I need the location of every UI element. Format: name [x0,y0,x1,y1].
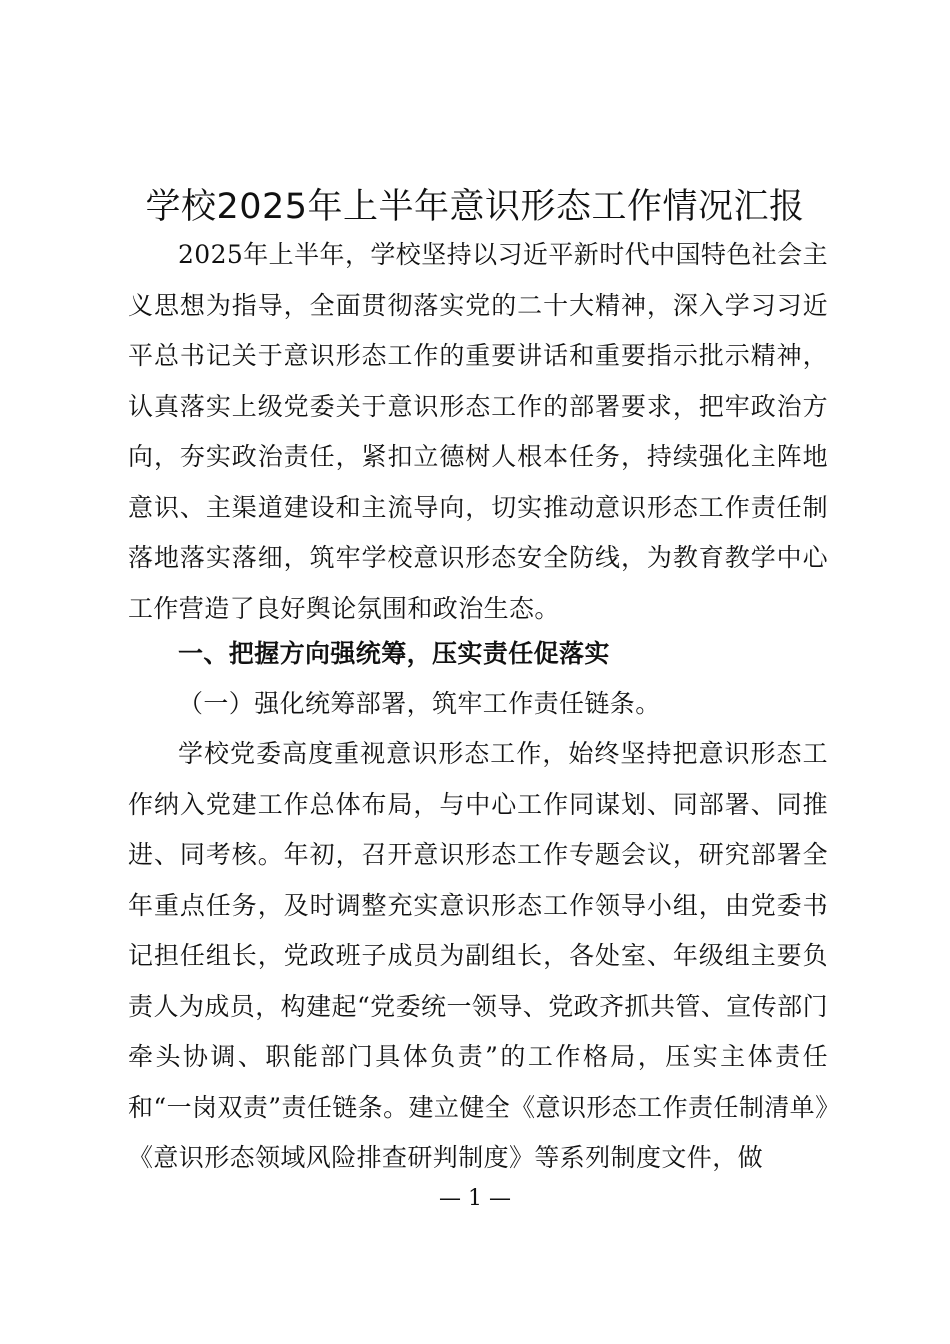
body-paragraph: 学校党委高度重视意识形态工作，始终坚持把意识形态工作纳入党建工作总体布局，与中心工作同谋划、同部署、同推进、同考核。年初，召开意识形态工作专题会议，研究部署全年重点任务，及时调整充实意识形态工作领导小组，由党委书记担任组长，党政班子成员为副组长，各处室、年级组主要负责人为成员，构建起“党委统一领导、党政齐抓共管、宣传部门牵头协调、职能部门具体负责”的工作格局，压实主体责任和“一岗双责”责任链条。建立健全《意识形态工作责任制清单》《意识形态领域风险排查研判制度》等系列制度文件，做 [128,739,828,1172]
document-title: 学校2025年上半年意识形态工作情况汇报 [145,187,805,227]
intro-paragraph: 2025年上半年，学校坚持以习近平新时代中国特色社会主义思想为指导，全面贯彻落实党的二十大精神，深入学习习近平总书记关于意识形态工作的重要讲话和重要指示批示精神，认真落实上级党委关于意识形态工作的部署要求，把牢政治方向，夯实政治责任，紧扣立德树人根本任务，持续强化主阵地意识、主渠道建设和主流导向，切实推动意识形态工作责任制落地落实落细，筑牢学校意识形态安全防线，为教育教学中心工作营造了良好舆论氛围和政治生态。 [128,240,828,623]
section-heading: 一、把握方向强统筹，压实责任促落实 [178,639,610,668]
subsection-heading: （一）强化统筹部署，筑牢工作责任链条。 [178,689,661,718]
page-number: — 1 — [439,1186,511,1211]
